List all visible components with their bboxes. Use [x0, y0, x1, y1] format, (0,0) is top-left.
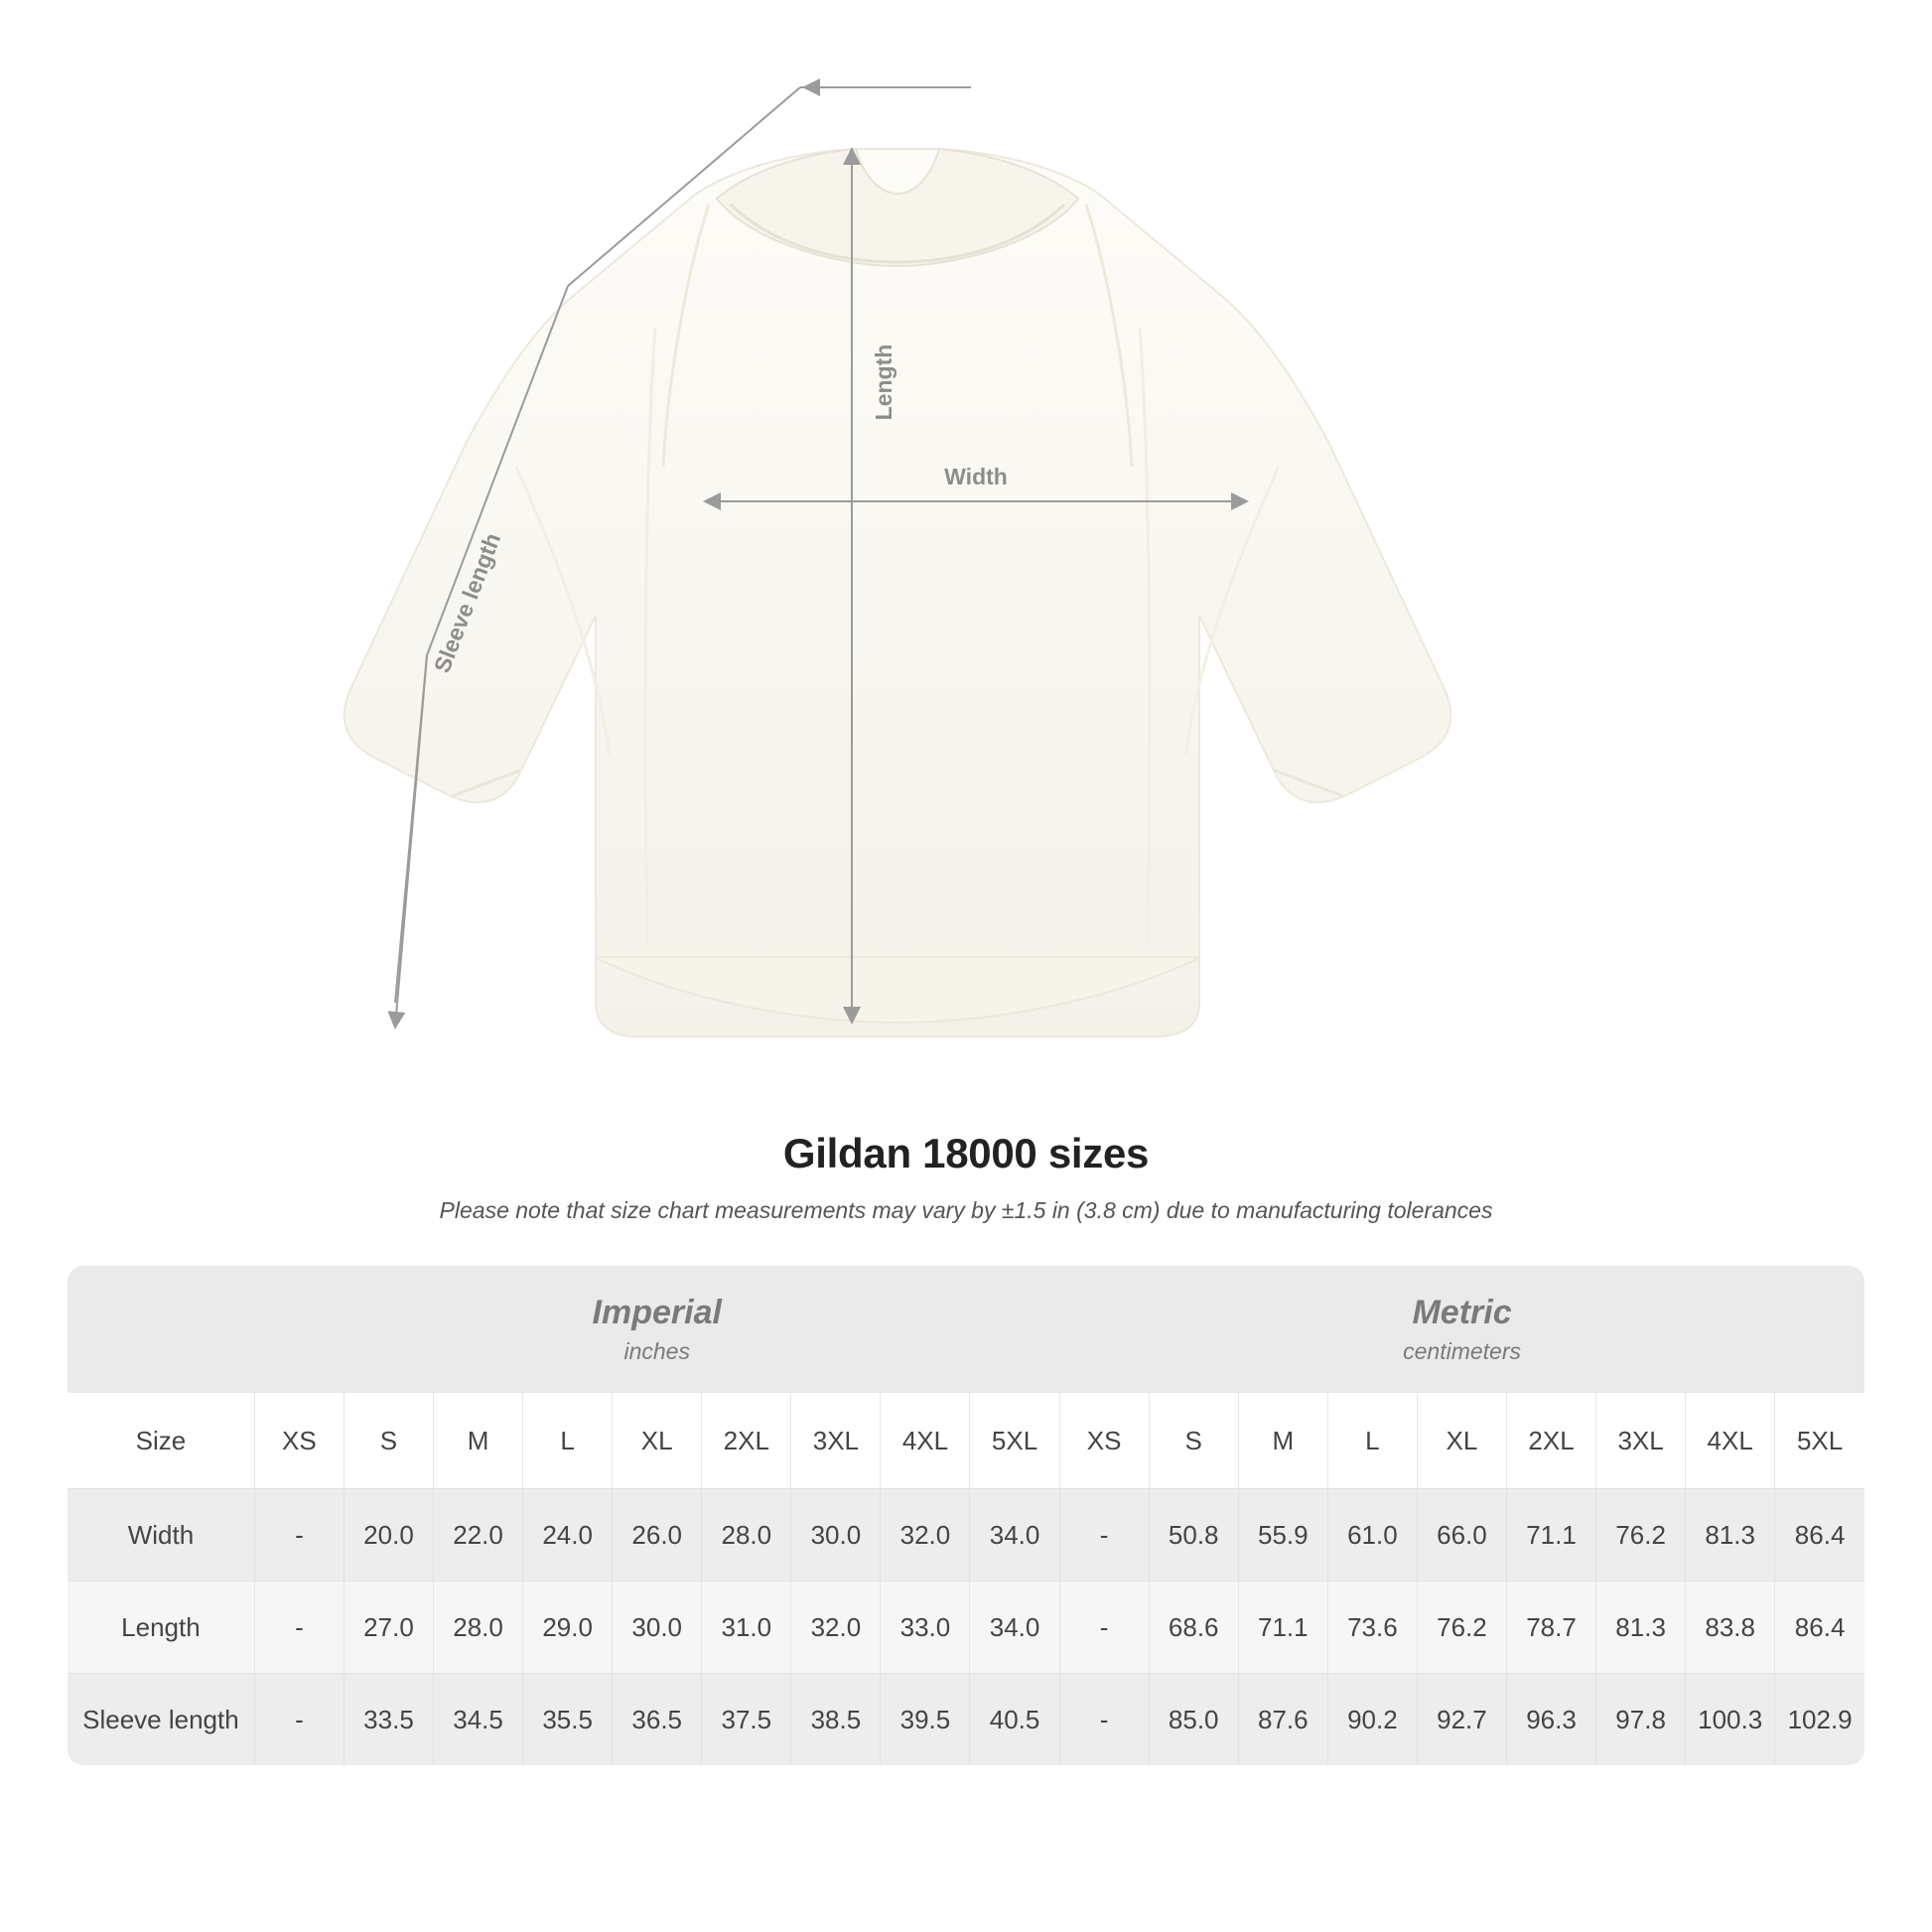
cell-length-imperial-m: 28.0 [434, 1582, 523, 1674]
tolerance-note: Please note that size chart measurements may vary by ±1.5 in (3.8 cm) due to manufacturing tolerances [439, 1197, 1493, 1223]
label-width: Width [944, 464, 1008, 489]
cell-sleeve-metric-xl: 92.7 [1417, 1674, 1506, 1766]
cell-width-metric-m: 55.9 [1238, 1489, 1327, 1582]
unit-imperial-system: Imperial [592, 1293, 722, 1331]
table-row [68, 1674, 1864, 1766]
cell-width-metric-2xl: 71.1 [1506, 1489, 1595, 1582]
cell-sleeve-imperial-2xl: 37.5 [702, 1674, 791, 1766]
cell-sleeve-metric-4xl: 100.3 [1686, 1674, 1775, 1766]
label-length: Length [871, 344, 897, 421]
size-col-imperial-5xl: 5XL [970, 1393, 1059, 1489]
size-col-metric-m: M [1238, 1393, 1327, 1489]
unit-metric-unit: centimeters [1403, 1338, 1521, 1365]
size-col-imperial-xl: XL [613, 1393, 702, 1489]
cell-length-imperial-5xl: 34.0 [970, 1582, 1059, 1674]
cell-width-imperial-4xl: 32.0 [881, 1489, 970, 1582]
cell-width-metric-4xl: 81.3 [1686, 1489, 1775, 1582]
row-label-length: Length [68, 1582, 254, 1674]
cell-sleeve-imperial-5xl: 40.5 [970, 1674, 1059, 1766]
cell-sleeve-imperial-s: 33.5 [344, 1674, 433, 1766]
size-col-imperial-2xl: 2XL [702, 1393, 791, 1489]
cell-sleeve-imperial-l: 35.5 [523, 1674, 613, 1766]
cell-length-imperial-xl: 30.0 [613, 1582, 702, 1674]
cell-width-imperial-2xl: 28.0 [702, 1489, 791, 1582]
size-table-wrapper [68, 1266, 1864, 1765]
cell-length-imperial-s: 27.0 [344, 1582, 433, 1674]
row-label-width: Width [68, 1489, 254, 1582]
cell-sleeve-imperial-xs: - [254, 1674, 344, 1766]
cell-width-metric-l: 61.0 [1327, 1489, 1417, 1582]
cell-length-metric-2xl: 78.7 [1506, 1582, 1595, 1674]
cell-sleeve-imperial-xl: 36.5 [613, 1674, 702, 1766]
cell-width-imperial-l: 24.0 [523, 1489, 613, 1582]
cell-width-imperial-xl: 26.0 [613, 1489, 702, 1582]
cell-length-imperial-4xl: 33.0 [881, 1582, 970, 1674]
cell-length-metric-5xl: 86.4 [1775, 1582, 1864, 1674]
unit-imperial-unit: inches [623, 1338, 690, 1365]
size-col-imperial-xs: XS [254, 1393, 344, 1489]
cell-sleeve-metric-m: 87.6 [1238, 1674, 1327, 1766]
size-col-metric-xl: XL [1417, 1393, 1506, 1489]
cell-sleeve-metric-5xl: 102.9 [1775, 1674, 1864, 1766]
size-col-imperial-l: L [523, 1393, 613, 1489]
size-col-imperial-m: M [434, 1393, 523, 1489]
table-row [68, 1489, 1864, 1582]
cell-length-imperial-3xl: 32.0 [791, 1582, 881, 1674]
cell-sleeve-imperial-3xl: 38.5 [791, 1674, 881, 1766]
size-col-imperial-4xl: 4XL [881, 1393, 970, 1489]
cell-length-metric-m: 71.1 [1238, 1582, 1327, 1674]
cell-length-metric-s: 68.6 [1149, 1582, 1238, 1674]
size-col-metric-4xl: 4XL [1686, 1393, 1775, 1489]
unit-spacer [68, 1266, 254, 1393]
unit-header-row [68, 1266, 1864, 1393]
cell-sleeve-metric-l: 90.2 [1327, 1674, 1417, 1766]
cell-length-metric-xs: - [1059, 1582, 1149, 1674]
cell-length-imperial-xs: - [254, 1582, 344, 1674]
size-col-metric-2xl: 2XL [1506, 1393, 1595, 1489]
unit-metric [1059, 1266, 1864, 1393]
cell-length-imperial-2xl: 31.0 [702, 1582, 791, 1674]
size-col-metric-5xl: 5XL [1775, 1393, 1864, 1489]
table-row [68, 1582, 1864, 1674]
size-col-imperial-3xl: 3XL [791, 1393, 881, 1489]
cell-length-imperial-l: 29.0 [523, 1582, 613, 1674]
cell-sleeve-metric-2xl: 96.3 [1506, 1674, 1595, 1766]
cell-width-imperial-3xl: 30.0 [791, 1489, 881, 1582]
cell-width-imperial-s: 20.0 [344, 1489, 433, 1582]
cell-width-metric-xl: 66.0 [1417, 1489, 1506, 1582]
sweatshirt-shape [345, 149, 1450, 1036]
page-title: Gildan 18000 sizes [782, 1130, 1150, 1176]
cell-length-metric-3xl: 81.3 [1596, 1582, 1686, 1674]
row-label-sleeve-length: Sleeve length [68, 1674, 254, 1766]
cell-width-metric-s: 50.8 [1149, 1489, 1238, 1582]
cell-width-imperial-xs: - [254, 1489, 344, 1582]
cell-width-imperial-m: 22.0 [434, 1489, 523, 1582]
cell-width-metric-xs: - [1059, 1489, 1149, 1582]
cell-sleeve-imperial-m: 34.5 [434, 1674, 523, 1766]
label-sleeve-length: Sleeve length [428, 529, 506, 677]
size-col-metric-s: S [1149, 1393, 1238, 1489]
cell-sleeve-metric-s: 85.0 [1149, 1674, 1238, 1766]
size-header-label: Size [68, 1393, 254, 1489]
size-col-metric-3xl: 3XL [1596, 1393, 1686, 1489]
cell-width-metric-3xl: 76.2 [1596, 1489, 1686, 1582]
size-col-metric-l: L [1327, 1393, 1417, 1489]
size-col-metric-xs: XS [1059, 1393, 1149, 1489]
cell-width-metric-5xl: 86.4 [1775, 1489, 1864, 1582]
cell-length-metric-xl: 76.2 [1417, 1582, 1506, 1674]
size-col-imperial-s: S [344, 1393, 433, 1489]
cell-sleeve-imperial-4xl: 39.5 [881, 1674, 970, 1766]
unit-metric-system: Metric [1412, 1293, 1512, 1331]
cell-width-imperial-5xl: 34.0 [970, 1489, 1059, 1582]
unit-imperial [254, 1266, 1059, 1393]
cell-sleeve-metric-xs: - [1059, 1674, 1149, 1766]
size-header-row [68, 1393, 1864, 1489]
size-table [68, 1266, 1864, 1765]
cell-sleeve-metric-3xl: 97.8 [1596, 1674, 1686, 1766]
heading-block [0, 1130, 1932, 1224]
cell-length-metric-l: 73.6 [1327, 1582, 1417, 1674]
cell-length-metric-4xl: 83.8 [1686, 1582, 1775, 1674]
